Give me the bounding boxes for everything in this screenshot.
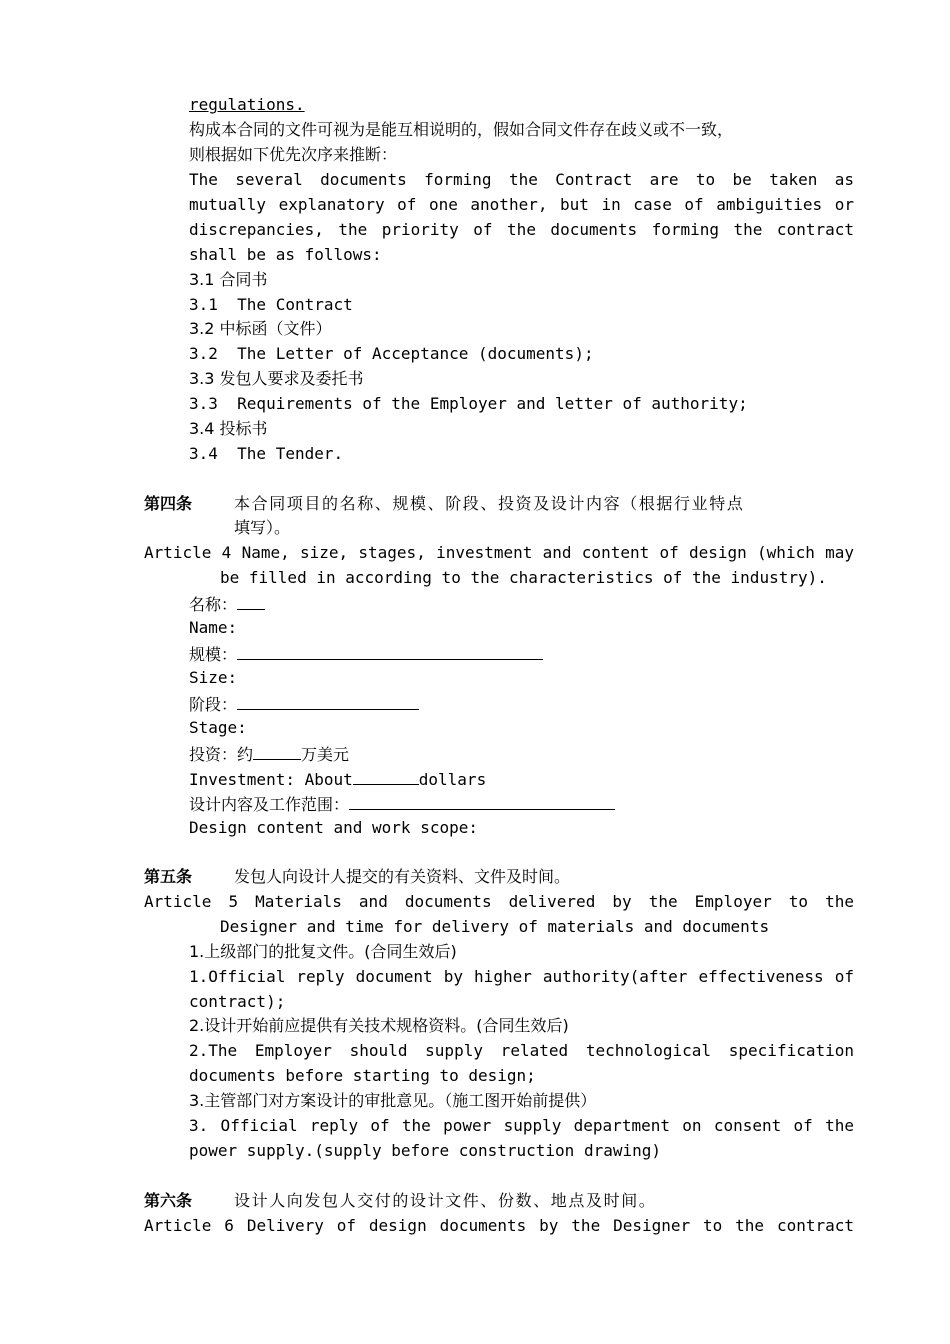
list-item: 3.2 中标函（文件） — [189, 319, 332, 338]
article-6-heading-cn: 设计人向发包人交付的设计文件、份数、地点及时间。 — [234, 1191, 657, 1210]
investment-field-label-cn: 投资：约 万美元 — [189, 745, 350, 764]
name-field-label-en: Name: — [189, 618, 238, 637]
investment-blank-en — [353, 768, 419, 785]
article-6-label-cn: 第六条 — [144, 1191, 193, 1210]
list-item: 3.1 The Contract — [189, 295, 353, 314]
list-item-cont: power supply.(supply before construction drawing) — [189, 1141, 662, 1160]
stage-blank — [237, 693, 419, 710]
article-4-heading-cn: 本合同项目的名称、规模、阶段、投资及设计内容（根据行业特点 — [234, 494, 745, 513]
article-5-label-cn: 第五条 — [144, 867, 193, 886]
list-item: 3.3 Requirements of the Employer and letter of authority; — [189, 394, 748, 413]
size-field-label-cn: 规模： — [189, 643, 543, 665]
article-4-label-cn: 第四条 — [144, 494, 193, 513]
list-item: 3.4 The Tender. — [189, 444, 344, 463]
article-4-heading-en-cont: be filled in according to the characteristics of the industry). — [220, 568, 827, 587]
stage-field-label-en: Stage: — [189, 718, 247, 737]
article-4-heading-en: Article 4 Name, size, stages, investment and content of design (which may — [144, 543, 854, 562]
article-4-heading-cn-cont: 填写）。 — [234, 518, 291, 537]
investment-blank-cn — [253, 743, 301, 760]
article-5-heading-en: Article 5 Materials and documents delivered by the Employer to the — [144, 892, 854, 911]
text-line: discrepancies, the priority of the documents forming the contract — [189, 220, 854, 239]
text-line: The several documents forming the Contract are to be taken as — [189, 170, 854, 189]
article-6-heading-en: Article 6 Delivery of design documents by the Designer to the contract — [144, 1216, 854, 1235]
list-item: 1.上级部门的批复文件。(合同生效后) — [189, 942, 457, 961]
investment-field-label-en: Investment: About dollars — [189, 770, 487, 789]
list-item: 2.The Employer should supply related technological specification — [189, 1041, 854, 1060]
list-item-cont: contract); — [189, 992, 286, 1011]
list-item: 3. Official reply of the power supply department on consent of the — [189, 1116, 854, 1135]
list-item: 3.1 合同书 — [189, 270, 268, 289]
list-item: 3.2 The Letter of Acceptance (documents); — [189, 344, 594, 363]
article-5-heading-cn: 发包人向设计人提交的有关资料、文件及时间。 — [234, 867, 571, 886]
list-item: 2.设计开始前应提供有关技术规格资料。(合同生效后) — [189, 1016, 569, 1035]
text-line: 则根据如下优先次序来推断： — [189, 145, 398, 164]
name-blank — [237, 593, 265, 610]
stage-field-label-cn: 阶段： — [189, 693, 419, 715]
text-line: 构成本合同的文件可视为是能互相说明的，假如合同文件存在歧义或不一致， — [189, 120, 734, 139]
list-item-cont: documents before starting to design; — [189, 1066, 536, 1085]
name-field-label-cn: 名称： — [189, 593, 265, 615]
size-blank — [237, 643, 543, 660]
scope-field-label-cn: 设计内容及工作范围： — [189, 793, 615, 815]
list-item: 3.3 发包人要求及委托书 — [189, 369, 364, 388]
list-item: 3.4 投标书 — [189, 419, 268, 438]
article-5-heading-en-cont: Designer and time for delivery of materials and documents — [220, 917, 770, 936]
size-field-label-en: Size: — [189, 668, 238, 687]
text-line: mutually explanatory of one another, but in case of ambiguities or — [189, 195, 854, 214]
scope-blank — [349, 793, 615, 810]
list-item: 1.Official reply document by higher authority(after effectiveness of — [189, 967, 854, 986]
scope-field-label-en: Design content and work scope: — [189, 818, 478, 837]
text-line: regulations. — [189, 95, 305, 114]
list-item: 3.主管部门对方案设计的审批意见。（施工图开始前提供） — [189, 1091, 597, 1110]
text-line: shall be as follows: — [189, 245, 382, 264]
